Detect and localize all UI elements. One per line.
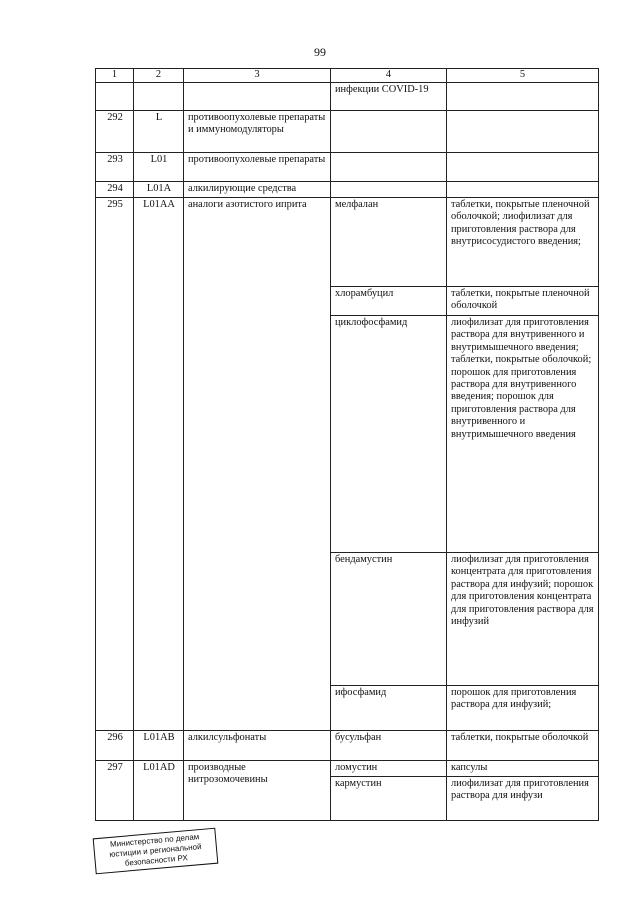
- drug-name: ломустин: [331, 761, 447, 777]
- row-number: 293: [96, 153, 134, 182]
- drug-name: мелфалан: [331, 198, 447, 287]
- ministry-stamp: Министерство по делам юстиции и региональной безопасности РХ: [93, 828, 219, 875]
- dosage-form: таблетки, покрытые оболочкой: [447, 731, 599, 761]
- dosage-form: капсулы: [447, 761, 599, 777]
- row-number: 292: [96, 111, 134, 153]
- group-name: противоопухолевые препараты и иммуномодуляторы: [184, 111, 331, 153]
- dosage-form: лиофилизат для приготовления концентрата для приготовления раствора для инфузий; порошок для приготовления концентрата для приготовления раствора для инфузий: [447, 553, 599, 686]
- group-name: алкилсульфонаты: [184, 731, 331, 761]
- group-name: аналоги азотистого иприта: [184, 198, 331, 731]
- header-col-2: 2: [134, 69, 184, 83]
- atc-code: L01AB: [134, 731, 184, 761]
- row-number: 296: [96, 731, 134, 761]
- dosage-form: таблетки, покрытые пленочной оболочкой: [447, 287, 599, 316]
- page-number: 99: [314, 45, 326, 59]
- group-name: противоопухолевые препараты: [184, 153, 331, 182]
- atc-code: L01AA: [134, 198, 184, 731]
- row-number: 295: [96, 198, 134, 731]
- table-row: [96, 111, 599, 153]
- dosage-form: лиофилизат для приготовления раствора для внутривенного и внутримышечного введения; таблетки, покрытые оболочкой; порошок для приготовления раствора для внутривенного введения; порошок для приготовления раствора для внутривенного и внутримышечного введения: [447, 316, 599, 553]
- header-row: [96, 69, 599, 83]
- atc-code: L01: [134, 153, 184, 182]
- table-row: [96, 761, 599, 777]
- atc-code: L01AD: [134, 761, 184, 821]
- header-col-1: 1: [96, 69, 134, 83]
- drug-name: инфекции COVID-19: [331, 83, 447, 111]
- drug-name: бусульфан: [331, 731, 447, 761]
- row-number: 294: [96, 182, 134, 198]
- table-row: [96, 182, 599, 198]
- drug-name: кармустин: [331, 777, 447, 821]
- drug-name: хлорамбуцил: [331, 287, 447, 316]
- drug-name: бендамустин: [331, 553, 447, 686]
- table-row: [96, 153, 599, 182]
- table-row: [96, 198, 599, 287]
- table-row: [96, 731, 599, 761]
- atc-code: L01A: [134, 182, 184, 198]
- header-col-4: 4: [331, 69, 447, 83]
- header-col-5: 5: [447, 69, 599, 83]
- table-row: [96, 83, 599, 111]
- dosage-form: таблетки, покрытые пленочной оболочкой; лиофилизат для приготовления раствора для внутрисосудистого введения;: [447, 198, 599, 287]
- drug-name: ифосфамид: [331, 686, 447, 731]
- drug-name: циклофосфамид: [331, 316, 447, 553]
- row-number: 297: [96, 761, 134, 821]
- dosage-form: лиофилизат для приготовления раствора для инфузи: [447, 777, 599, 821]
- atc-code: L: [134, 111, 184, 153]
- header-col-3: 3: [184, 69, 331, 83]
- group-name: производные нитрозомочевины: [184, 761, 331, 821]
- group-name: алкилирующие средства: [184, 182, 331, 198]
- dosage-form: порошок для приготовления раствора для инфузий;: [447, 686, 599, 731]
- medicines-table: [95, 68, 599, 821]
